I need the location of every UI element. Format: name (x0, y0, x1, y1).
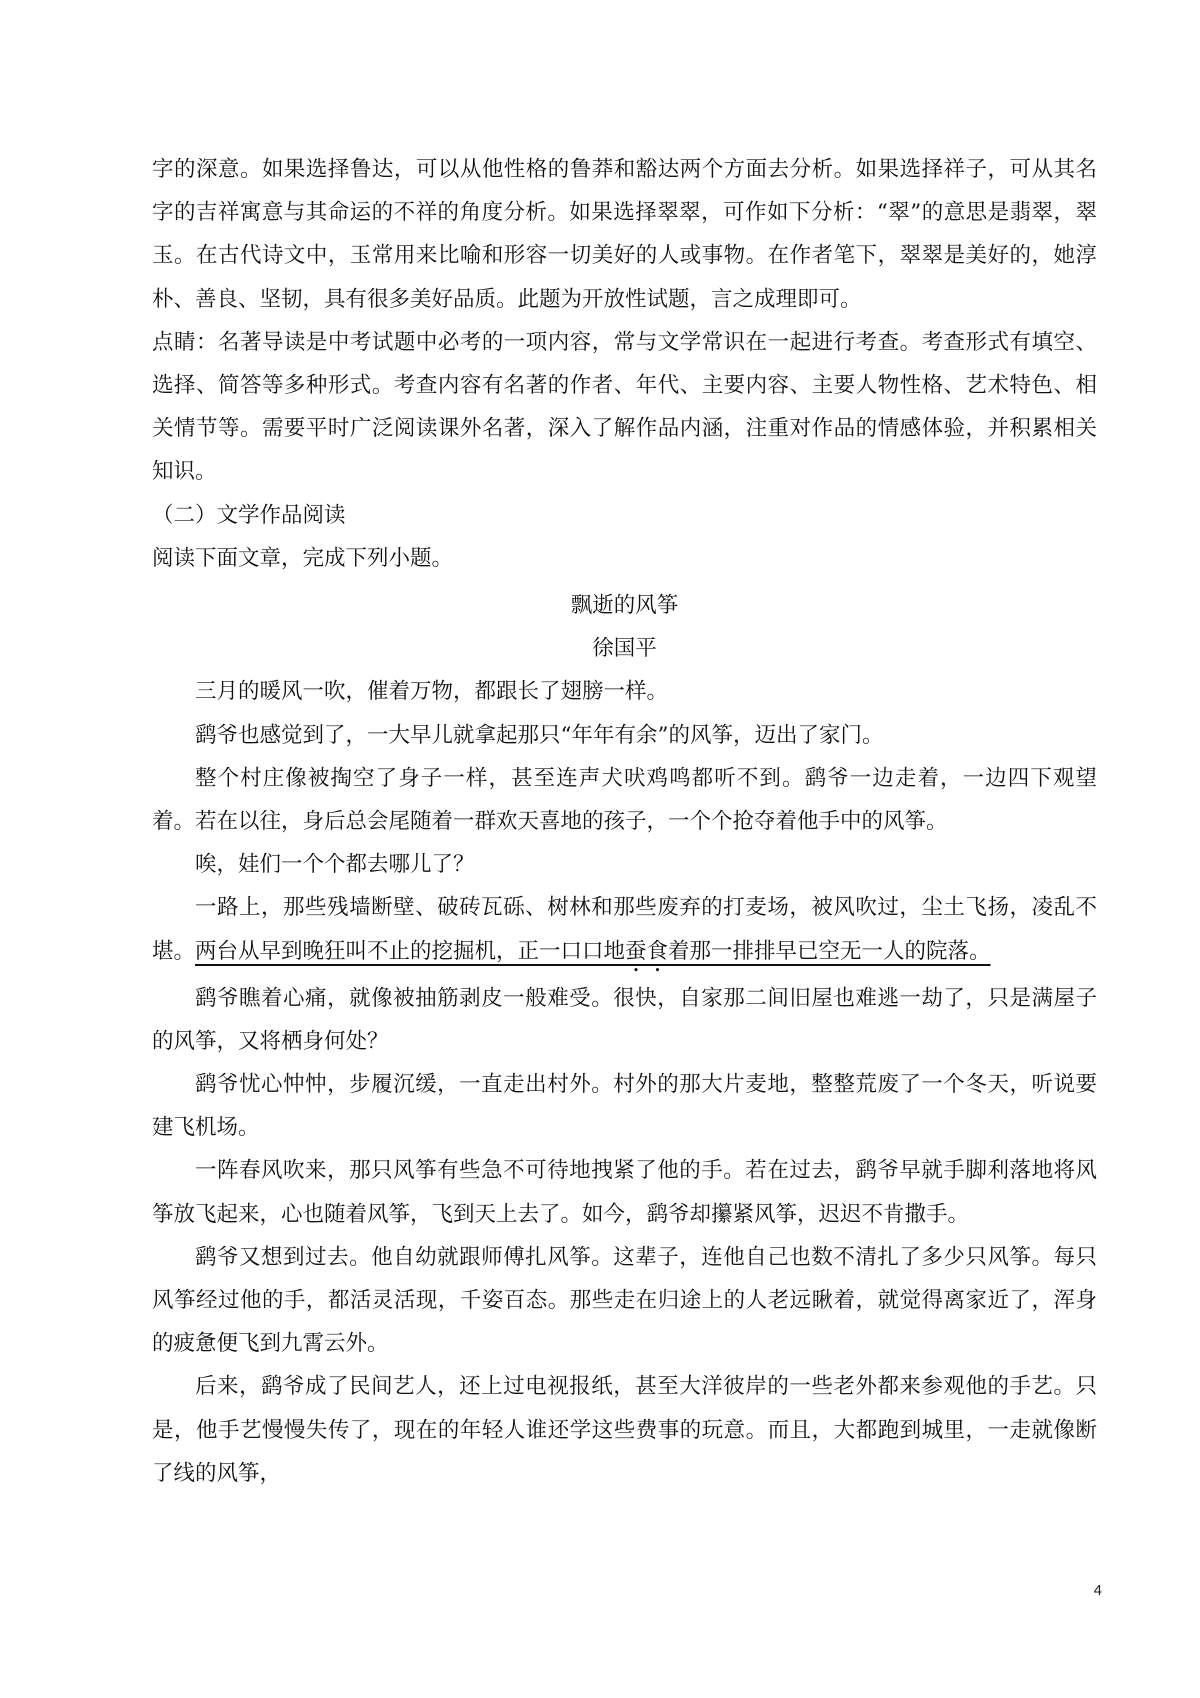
reading-instruction: 阅读下面文章，完成下列小题。 (152, 545, 454, 571)
story-paragraph: 鹞爷忧心忡忡，步履沉缓，一直走出村外。村外的那大片麦地，整整荒废了一个冬天，听说要建飞机场。 (152, 1072, 1097, 1141)
story-paragraph: 鹞爷又想到过去。他自幼就跟师傅扎风筝。这辈子，连他自己也数不清扎了多少只风筝。每只风筝经过他的手，都活灵活现，千姿百态。那些走在归途上的人老远瞅着，就觉得离家近了，浑身的疲惫便飞到九霄云外。 (152, 1244, 1097, 1357)
section-heading: （二）文学作品阅读 (152, 502, 346, 528)
analysis-paragraph: 字的深意。如果选择鲁达，可以从他性格的鲁莽和豁达两个方面去分析。如果选择祥子，可从其名字的吉祥寓意与其命运的不祥的角度分析。如果选择翠翠，可作如下分析：“翠”的意思是翡翠，翠玉。在古代诗文中，玉常用来比喻和形容一切美好的人或事物。在作者笔下，翠翠是美好的，她淳朴、善良、坚韧，具有很多美好品质。此题为开放性试题，言之成理即可。 (152, 157, 1097, 312)
story-paragraph: 后来，鹞爷成了民间艺人，还上过电视报纸，甚至大洋彼岸的一些老外都来参观他的手艺。只是，他手艺慢慢失传了，现在的年轻人谁还学这些费事的玩意。而且，大都跑到城里，一走就像断了线的风筝， (152, 1374, 1097, 1486)
dianjing-paragraph: 点睛：名著导读是中考试题中必考的一项内容，常与文学常识在一起进行考查。考查形式有填空、选择、简答等多种形式。考查内容有名著的作者、年代、主要内容、主要人物性格、艺术特色、相关情节等。需要平时广泛阅读课外名著，深入了解作品内涵，注重对作品的情感体验，并积累相关知识。 (152, 329, 1097, 485)
story-paragraph: 鹞爷瞧着心痛，就像被抽筋剥皮一般难受。很快，自家那二间旧屋也难逃一劫了，只是满屋子的风筝，又将栖身何处？ (152, 985, 1097, 1054)
underlined-text: 两台从早到晚狂叫不止的挖掘机，正一口口地 (195, 938, 626, 964)
story-author: 徐国平 (592, 636, 657, 662)
page-number: 4 (1093, 1582, 1102, 1599)
plain-text: 一路上，那些残墙断壁、破砖瓦砾、树林和那些废弃的打麦场，被风吹过，尘土飞扬，凌乱不堪。 (152, 895, 1097, 964)
story-paragraph: 唉，娃们一个个都去哪儿了？ (195, 852, 475, 878)
underlined-sentence (195, 939, 991, 964)
story-paragraph: 三月的暖风一吹，催着万物，都跟长了翅膀一样。 (195, 679, 669, 705)
answer-analysis (152, 148, 1097, 494)
story-paragraph-underlined (152, 886, 1097, 976)
story-paragraph: 鹞爷也感觉到了，一大早儿就拿起那只“年年有余”的风筝，迈出了家门。 (195, 722, 884, 748)
story-body (152, 670, 1097, 1495)
story-paragraph: 整个村庄像被掏空了身子一样，甚至连声犬吠鸡鸣都听不到。鹞爷一边走着，一边四下观望着。若在以往，身后总会尾随着一群欢天喜地的孩子，一个个抢夺着他手中的风筝。 (152, 765, 1097, 835)
story-title: 飘逝的风筝 (570, 593, 679, 619)
page-content (152, 148, 1097, 1495)
underlined-text: 着那一排排早已空无一人的院落。 (668, 938, 991, 964)
emphasized-word: 蚕食 (625, 938, 669, 964)
story-paragraph: 一阵春风吹来，那只风筝有些急不可待地拽紧了他的手。若在过去，鹞爷早就手脚利落地将风筝放飞起来，心也随着风筝，飞到天上去了。如今，鹞爷却攥紧风筝，迟迟不肯撒手。 (152, 1158, 1097, 1227)
